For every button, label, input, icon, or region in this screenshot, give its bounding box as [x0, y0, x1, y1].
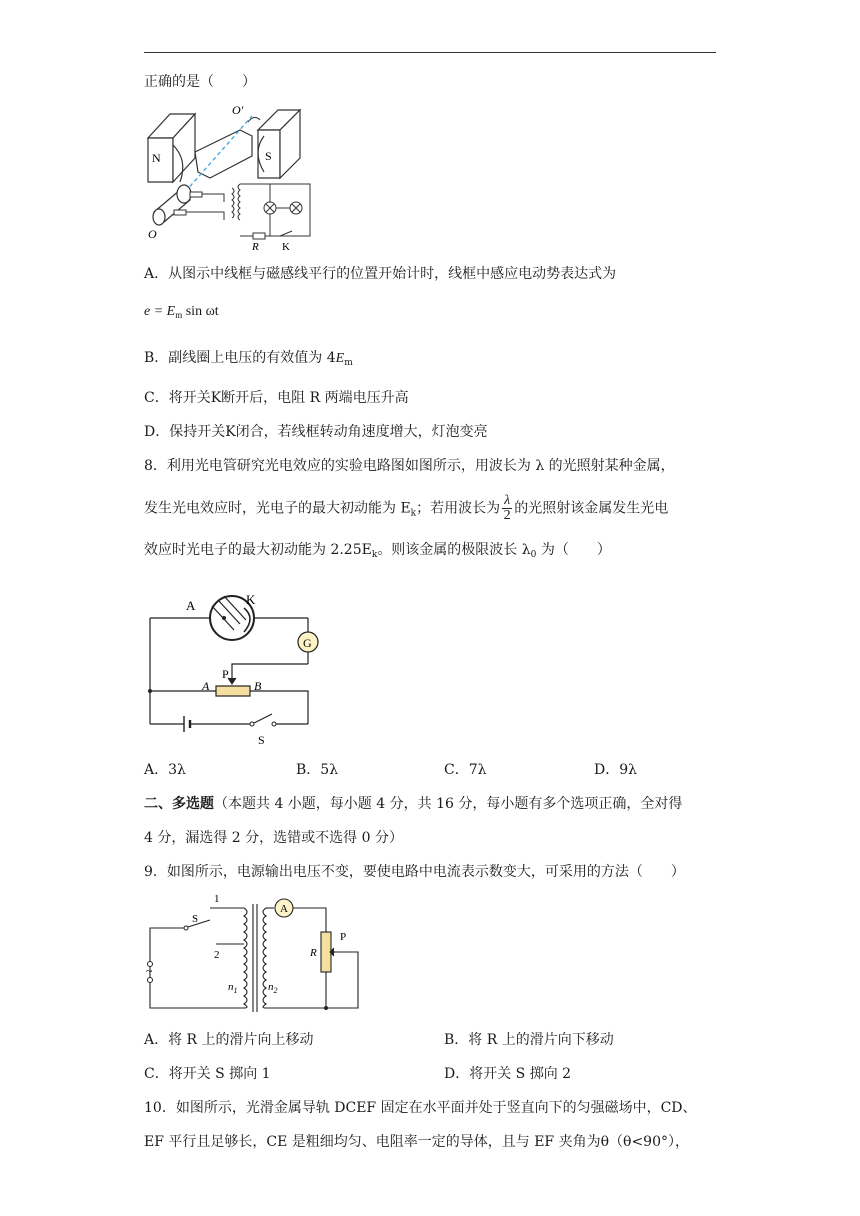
q8-option-c: C．7λ — [444, 762, 487, 778]
label-n2: $n_2$ — [268, 981, 278, 995]
q9-option-c: C．将开关 S 掷向 1 — [144, 1066, 271, 1082]
label-galvanometer: G — [303, 636, 312, 650]
section-2-desc-line2: 4 分，漏选得 2 分，选错或不选得 0 分） — [144, 830, 403, 846]
q9-option-d: D．将开关 S 掷向 2 — [444, 1066, 572, 1082]
q10-stem-line2: EF 平行且足够长，CE 是粗细均匀、电阻率一定的导体，且与 EF 夹角为θ（θ<90°）， — [144, 1134, 690, 1150]
q7-option-c: C．将开关K断开后，电阻 R 两端电压升高 — [144, 390, 409, 406]
q10-stem-line1: 10．如图所示，光滑金属导轨 DCEF 固定在水平面并处于竖直向下的匀强磁场中，CD、 — [144, 1100, 697, 1116]
label-switch-S: S — [192, 913, 199, 925]
label-O: O — [148, 227, 157, 241]
label-S: S — [265, 149, 272, 163]
label-anode: A — [186, 598, 196, 613]
transformer-circuit-figure — [140, 890, 380, 1020]
section-2-header — [144, 794, 682, 814]
q9-option-a: A．将 R 上的滑片向上移动 — [144, 1032, 314, 1048]
label-N: N — [152, 151, 161, 165]
label-Oprime: O′ — [232, 103, 244, 117]
label-R: R — [310, 947, 317, 959]
q8-option-a: A．3λ — [144, 762, 186, 778]
q7-stem-tail: 正确的是（ ） — [144, 74, 256, 90]
label-P: P — [222, 667, 229, 681]
label-ac-source: ~ — [146, 964, 153, 978]
header-rule — [144, 52, 716, 53]
label-tap-1: 1 — [214, 893, 220, 905]
section-2-desc: （本题共 4 小题，每小题 4 分，共 16 分，每小题有多个选项正确，全对得 — [214, 796, 683, 812]
label-tap-2: 2 — [214, 949, 220, 961]
q8-stem-line2: 发生光电效应时，光电子的最大初动能为 $E_k$；若用波长为 $\frac{\lambda}{2}$ 的光照射该金属发生光电 — [144, 493, 669, 523]
label-R: R — [252, 241, 259, 253]
label-switch-S: S — [258, 733, 265, 747]
q8-stem-line1: 8．利用光电管研究光电效应的实验电路图如图所示，用波长为 λ 的光照射某种金属， — [144, 458, 675, 474]
section-2-title: 二、多选题 — [144, 796, 214, 812]
q8-option-d: D．9λ — [594, 762, 638, 778]
label-A-end: A — [202, 679, 210, 693]
q7-option-a-formula: $e = E_m$ sin ωt — [144, 304, 219, 320]
label-cathode: K — [246, 592, 256, 607]
label-n1: $n_1$ — [228, 981, 238, 995]
q7-option-b: B．副线圈上电压的有效值为 $4E_m$ — [144, 350, 353, 368]
q7-option-a-line1: A．从图示中线框与磁感线平行的位置开始计时，线框中感应电动势表达式为 — [144, 266, 617, 282]
q9-option-b: B．将 R 上的滑片向下移动 — [444, 1032, 614, 1048]
q9-stem: 9．如图所示，电源输出电压不变，要使电路中电流表示数变大，可采用的方法（ ） — [144, 864, 685, 880]
q8-option-b: B．5λ — [296, 762, 339, 778]
label-P: P — [340, 931, 347, 943]
label-K: K — [282, 241, 290, 253]
q7-option-d: D．保持开关K闭合，若线框转动角速度增大，灯泡变亮 — [144, 424, 488, 440]
label-B-end: B — [254, 679, 262, 693]
label-ammeter: A — [280, 903, 288, 915]
generator-figure — [140, 100, 320, 253]
photocell-circuit-figure — [140, 590, 330, 750]
q8-stem-line3: 效应时光电子的最大初动能为 $2.25E_k$。则该金属的极限波长 $\lambda_0$ 为（ ） — [144, 542, 611, 560]
